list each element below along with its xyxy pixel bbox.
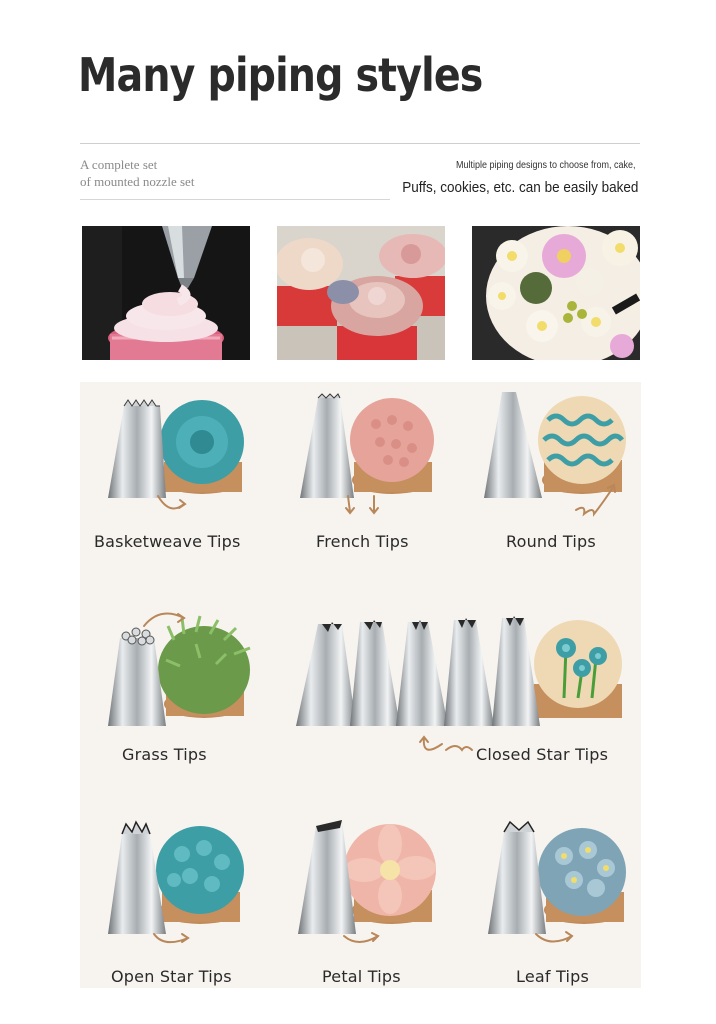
divider-sub bbox=[80, 199, 390, 200]
floral-cake-photo-art bbox=[472, 226, 640, 360]
open-star-tip-illustration bbox=[104, 818, 264, 948]
subtitle-left-line1: A complete set bbox=[80, 157, 158, 172]
flower-cupcakes-photo bbox=[277, 226, 445, 360]
flower-cupcakes-photo-art bbox=[277, 226, 445, 360]
closed-star-tips-label: Closed Star Tips bbox=[476, 745, 609, 764]
subtitle-left bbox=[80, 156, 194, 190]
page-title: Many piping styles bbox=[78, 48, 483, 102]
closed-star-tip-illustration bbox=[296, 618, 626, 758]
french-tips-label: French Tips bbox=[316, 532, 409, 551]
grass-nozzle-icon bbox=[104, 610, 264, 740]
floral-cake-photo bbox=[472, 226, 640, 360]
grass-tips-label: Grass Tips bbox=[122, 745, 207, 764]
round-tips-label: Round Tips bbox=[506, 532, 596, 551]
petal-nozzle-icon bbox=[296, 818, 456, 948]
open-star-tips-label: Open Star Tips bbox=[111, 967, 232, 986]
french-nozzle-icon bbox=[296, 392, 456, 522]
leaf-tip-illustration bbox=[484, 818, 644, 948]
open-star-nozzle-icon bbox=[104, 818, 264, 948]
petal-tips-label: Petal Tips bbox=[322, 967, 401, 986]
divider-top bbox=[80, 143, 640, 144]
french-tip-illustration bbox=[296, 392, 456, 522]
closed-star-nozzles-icon bbox=[296, 618, 626, 758]
basketweave-tip-illustration bbox=[100, 392, 260, 522]
subtitle-left-line2: of mounted nozzle set bbox=[80, 174, 195, 189]
cupcake-swirl-photo bbox=[82, 226, 250, 360]
subtitle-right-line2: Puffs, cookies, etc. can be easily baked bbox=[401, 179, 638, 196]
round-nozzle-icon bbox=[482, 390, 642, 520]
grass-tip-illustration bbox=[104, 610, 264, 740]
basketweave-nozzle-icon bbox=[100, 392, 260, 522]
basketweave-tips-label: Basketweave Tips bbox=[94, 532, 241, 551]
petal-tip-illustration bbox=[296, 818, 456, 948]
cupcake-piping-photo bbox=[82, 226, 250, 360]
subtitle-right-line1: Multiple piping designs to choose from, cake, bbox=[456, 160, 636, 171]
leaf-nozzle-icon bbox=[484, 818, 644, 948]
leaf-tips-label: Leaf Tips bbox=[516, 967, 590, 986]
round-tip-illustration bbox=[482, 390, 642, 520]
